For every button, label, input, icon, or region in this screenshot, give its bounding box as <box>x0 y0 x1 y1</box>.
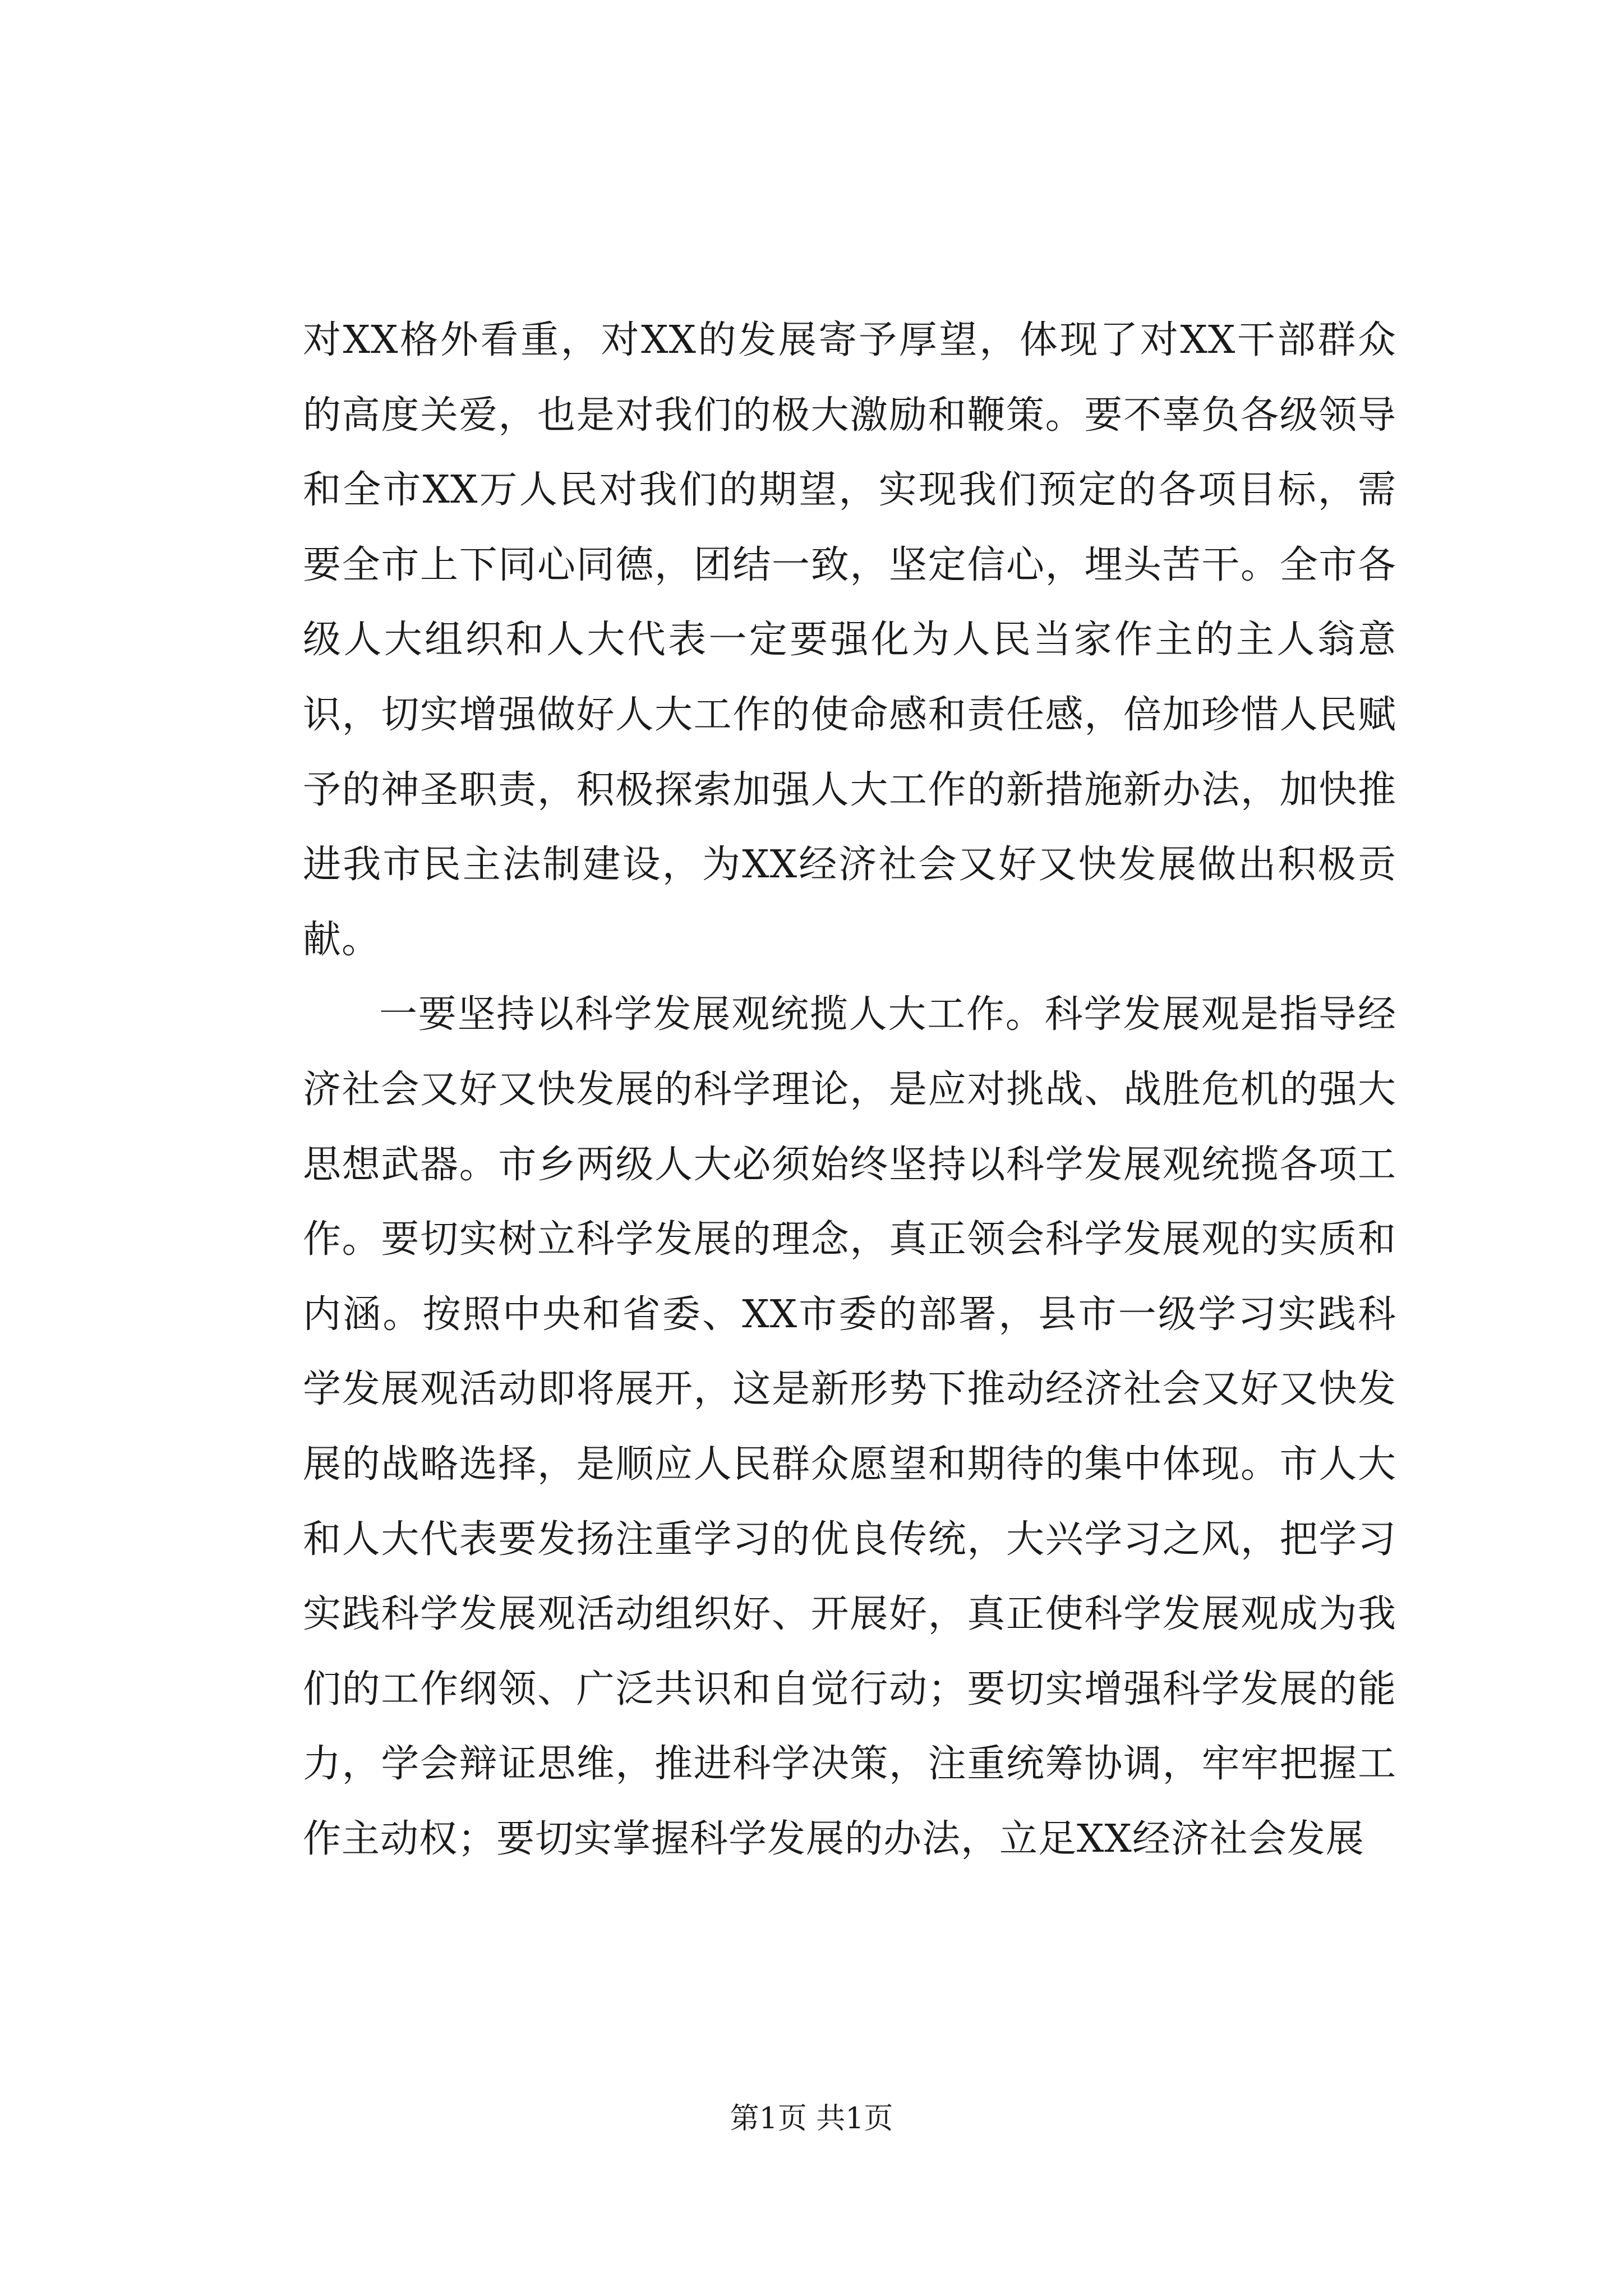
paragraph-1: 对XX格外看重，对XX的发展寄予厚望，体现了对XX干部群众的高度关爱，也是对我们的极大激励和鞭策。要不辜负各级领导和全市XX万人民对我们的期望，实现我们预定的各项目标，需要全市上下同心同德，团结一致，坚定信心，埋头苦干。全市各级人大组织和人大代表一定要强化为人民当家作主的主人翁意识，切实增强做好人大工作的使命感和责任感，倍加珍惜人民赋予的神圣职责，积极探索加强人大工作的新措施新办法，加快推进我市民主法制建设，为XX经济社会又好又快发展做出积极贡献。 <box>303 318 1396 962</box>
document-body <box>303 303 1396 1876</box>
paragraph-2: 一要坚持以科学发展观统揽人大工作。科学发展观是指导经济社会又好又快发展的科学理论，是应对挑战、战胜危机的强大思想武器。市乡两级人大必须始终坚持以科学发展观统揽各项工作。要切实树立科学发展的理念，真正领会科学发展观的实质和内涵。按照中央和省委、XX市委的部署，县市一级学习实践科学发展观活动即将展开，这是新形势下推动经济社会又好又快发展的战略选择，是顺应人民群众愿望和期待的集中体现。市人大和人大代表要发扬注重学习的优良传统，大兴学习之风，把学习实践科学发展观活动组织好、开展好，真正使科学发展观成为我们的工作纲领、广泛共识和自觉行动；要切实增强科学发展的能力，学会辩证思维，推进科学决策，注重统筹协调，牢牢把握工作主动权；要切实掌握科学发展的办法，立足XX经济社会发展 <box>303 992 1396 1861</box>
page-number-footer: 第1页 共1页 <box>730 2102 893 2136</box>
